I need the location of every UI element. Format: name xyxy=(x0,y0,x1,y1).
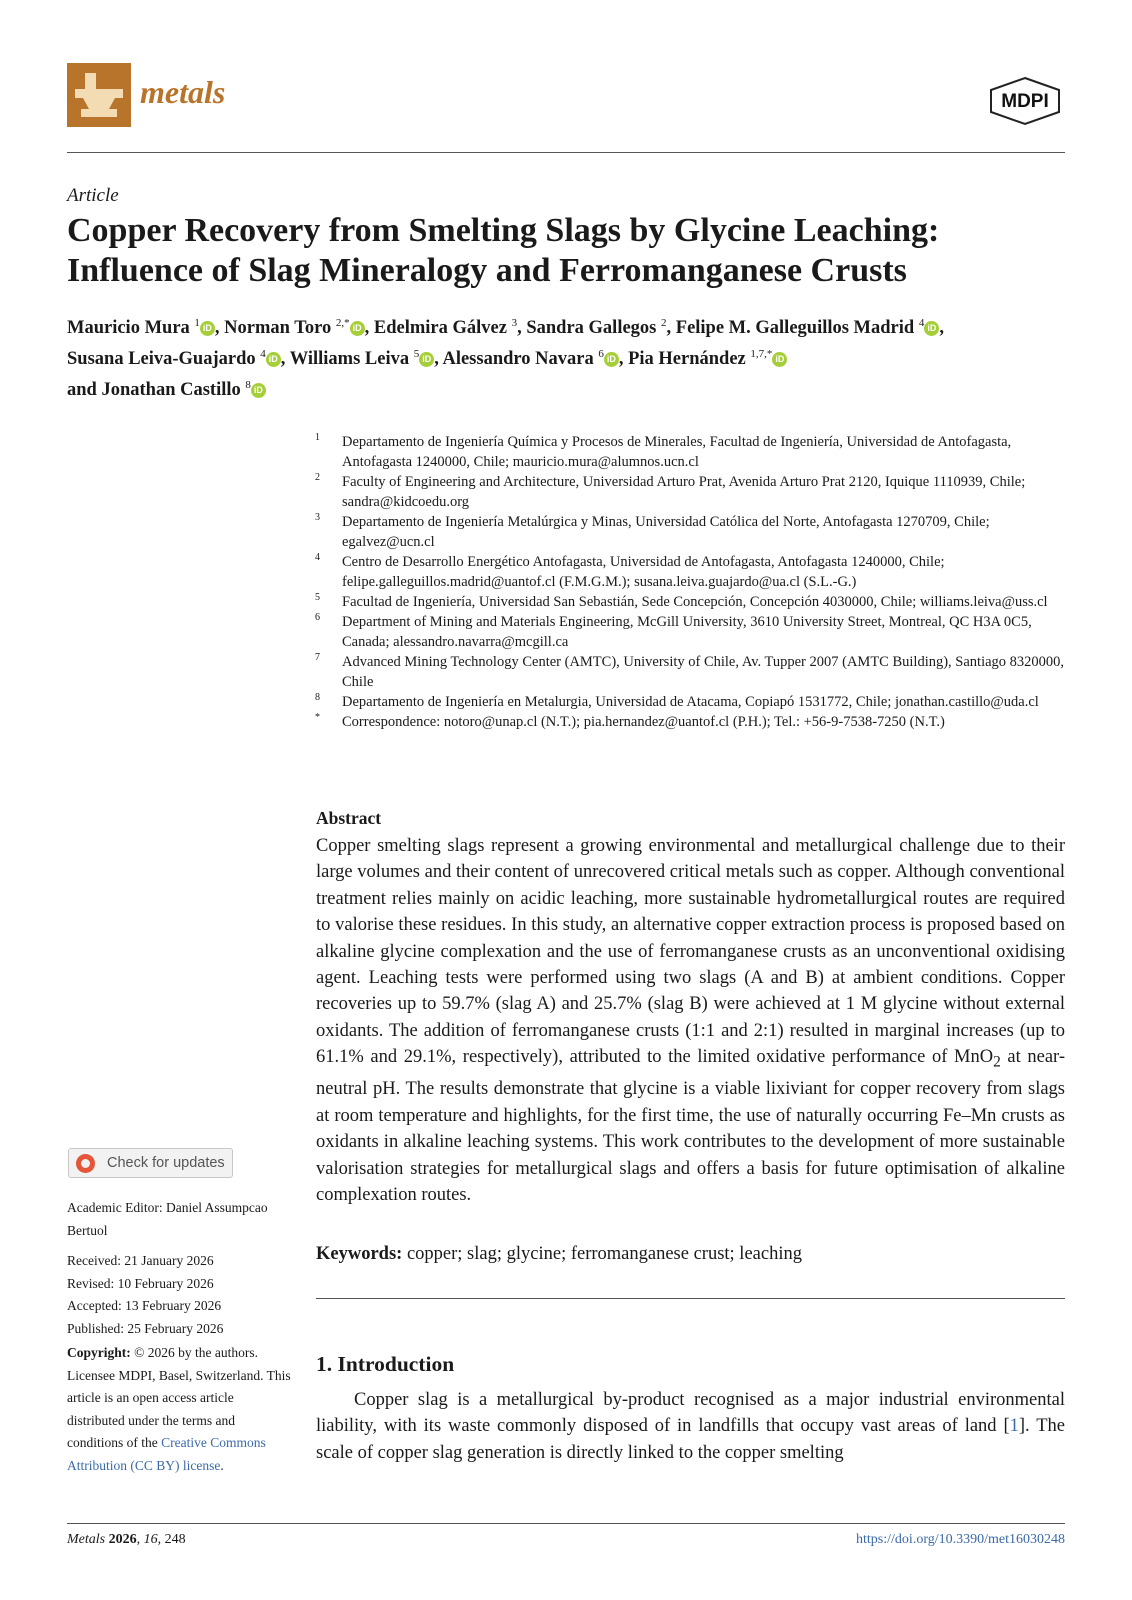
affiliation: 3 Departamento de Ingeniería Metalúrgica y Minas, Universidad Católica del Norte, Antofagasta 1270709, Chile; egalvez@ucn.cl xyxy=(315,512,990,550)
section-divider xyxy=(316,1298,1065,1299)
author[interactable]: Williams Leiva $^5$ xyxy=(289,348,420,370)
abstract-text: Copper smelting slags represent a growing environmental and metallurgical challenge due to their large volumes and their content of unrecovered critical metals such as copper. Although conventional treatment relies mainly on acidic leaching, more sustainable hydrometallurgical routes are required to valorise these residues. In this study, an alternative copper extraction process is proposed based on alkaline glycine complexation and the use of ferromanganese crusts as an unconventional oxidising agent. Leaching tests were performed using two slags (A and B) at ambient conditions. Copper recoveries up to 59.7% (slag A) and 25.7% (slag B) were achieved at 1 M glycine without external oxidants. The addition of ferromanganese crusts (1:1 and 2:1) resulted in marginal increases (up to 61.1% and 29.1%, respectively), attributed to the limited oxidative performance of MnO$_2$ at near-neutral pH. The results demonstrate that glycine is a viable lixiviant for copper recovery from slags at room temperature and highlights, for the first time, the use of naturally occurring Fe–Mn crusts as oxidants in alkaline leaching systems. This work contributes to the development of more sustainable valorisation strategies for metallurgical slags and offers a basis for future optimisation of alkaline complexation routes. xyxy=(316,836,1065,1205)
affiliation: 1 Departamento de Ingeniería Química y Procesos de Minerales, Facultad de Ingeniería, Universidad de Antofagasta, Antofagasta 1240000, Chile; mauricio.mura@alumnos.ucn.cl xyxy=(315,432,1012,470)
affiliation: 6 Department of Mining and Materials Engineering, McGill University, 3610 University Street, Montreal, QC H3A 0C5, Canada; alessandro.navarra@mcgill.ca xyxy=(315,612,1032,650)
author[interactable]: Felipe M. Galleguillos Madrid $^4$ xyxy=(675,317,925,339)
affiliation: 7 Advanced Mining Technology Center (AMTC), University of Chile, Av. Tupper 2007 (AMTC Building), Santiago 8320000, Chile xyxy=(315,652,1065,690)
author[interactable]: Mauricio Mura $^1$ xyxy=(67,317,200,339)
orcid-icon[interactable]: iD xyxy=(200,321,215,336)
author[interactable]: Jonathan Castillo $^8$ xyxy=(101,379,251,401)
citation: Metals 2026, 16, 248 xyxy=(67,1532,186,1547)
author-connector: and xyxy=(67,380,97,401)
author[interactable]: Pia Hernández $^{1,7,*}$ xyxy=(628,348,773,370)
received-date: Received: 21 January 2026 xyxy=(67,1253,214,1268)
author[interactable]: Alessandro Navara $^6$ xyxy=(442,348,604,370)
license-link[interactable]: Creative Commons Attribution (CC BY) license xyxy=(67,1435,266,1473)
published-date: Published: 25 February 2026 xyxy=(67,1320,224,1336)
abstract-heading: Abstract xyxy=(316,808,382,828)
anvil-icon xyxy=(67,63,131,127)
affiliation: 4 Centro de Desarrollo Energético Antofagasta, Universidad de Antofagasta, Antofagasta 1240000, Chile; felipe.galleguillos.madrid@uantof.cl (F.M.G.M.); susana.leiva.guajardo@ua.cl (S.L.-G.) xyxy=(315,552,945,590)
affiliations xyxy=(312,432,1072,732)
author[interactable]: Susana Leiva-Guajardo $^4$ xyxy=(67,348,266,370)
publisher-name: MDPI xyxy=(1001,91,1049,112)
check-for-updates-button[interactable]: Check for updates xyxy=(68,1148,233,1178)
header-divider xyxy=(67,152,1065,153)
affiliation: 8 Departamento de Ingeniería en Metalurgia, Universidad de Atacama, Copiapó 1531772, Chile; jonathan.castillo@uda.cl xyxy=(315,692,1039,710)
affiliation: 2 Faculty of Engineering and Architecture, Universidad Arturo Prat, Avenida Arturo Prat 2120, Iquique 1110939, Chile; sandra@kidcoedu.org xyxy=(315,472,1026,510)
orcid-icon[interactable]: iD xyxy=(251,383,266,398)
intro-paragraph: Copper slag is a metallurgical by-product recognised as a major industrial environmental liability, with its waste commonly disposed of in landfills that occupy vast areas of land [1]. The scale of copper slag generation is directly linked to the copper smelting xyxy=(316,1390,1065,1463)
footer-divider xyxy=(67,1523,1065,1524)
journal-name[interactable]: metals xyxy=(140,74,226,110)
orcid-icon[interactable]: iD xyxy=(350,321,365,336)
article-type: Article xyxy=(67,185,119,206)
updates-icon xyxy=(76,1154,95,1173)
doi-link[interactable]: https://doi.org/10.3390/met16030248 xyxy=(856,1532,1065,1547)
publication-dates xyxy=(67,1250,292,1340)
reference-link[interactable]: 1 xyxy=(1009,1416,1019,1437)
publisher-logo[interactable] xyxy=(985,76,1065,126)
academic-editor: Academic Editor: Daniel Assumpcao Bertuol xyxy=(67,1200,268,1238)
accepted-date: Accepted: 13 February 2026 xyxy=(67,1298,222,1313)
page-title: Copper Recovery from Smelting Slags by Glycine Leaching: Influence of Slag Mineralogy and Ferromanganese Crusts xyxy=(67,212,940,289)
copyright-notice: Copyright: © 2026 by the authors. Licensee MDPI, Basel, Switzerland. This article is an open access article distributed under the terms and conditions of the Creative Commons Attribution (CC BY) license. xyxy=(67,1345,291,1473)
orcid-icon[interactable]: iD xyxy=(772,352,787,367)
orcid-icon[interactable]: iD xyxy=(266,352,281,367)
journal-logo xyxy=(67,63,131,127)
orcid-icon[interactable]: iD xyxy=(924,321,939,336)
orcid-icon[interactable]: iD xyxy=(604,352,619,367)
orcid-icon[interactable]: iD xyxy=(419,352,434,367)
correspondence: * Correspondence: notoro@unap.cl (N.T.); pia.hernandez@uantof.cl (P.H.); Tel.: +56-9-7538-7250 (N.T.) xyxy=(315,712,945,730)
author[interactable]: Sandra Gallegos $^2$ xyxy=(526,317,667,339)
author[interactable]: Norman Toro $^{2,*}$ xyxy=(224,317,350,339)
author[interactable]: Edelmira Gálvez $^3$ xyxy=(373,317,518,339)
author-list: Mauricio Mura $^1$ iD , Norman Toro $^{2,*}$ iD , Edelmira Gálvez $^3$, Sandra Gallegos $^2$, Felipe M. Galleguillos Madrid $^4$ iD , Susana Leiva-Guajardo $^4$ iD , Williams Leiva $^5$ iD , Alessandro Navara $^6$ iD , Pia Hernández $^{1,7,*}$ iD and Jonathan Castillo $^8$ iD xyxy=(67,317,944,401)
revised-date: Revised: 10 February 2026 xyxy=(67,1275,214,1291)
keywords: Keywords: copper; slag; glycine; ferromanganese crust; leaching xyxy=(316,1244,802,1264)
affiliation: 5 Facultad de Ingeniería, Universidad San Sebastián, Sede Concepción, Concepción 4030000, Chile; williams.leiva@uss.cl xyxy=(315,592,1048,610)
section-heading: 1. Introduction xyxy=(316,1352,455,1376)
